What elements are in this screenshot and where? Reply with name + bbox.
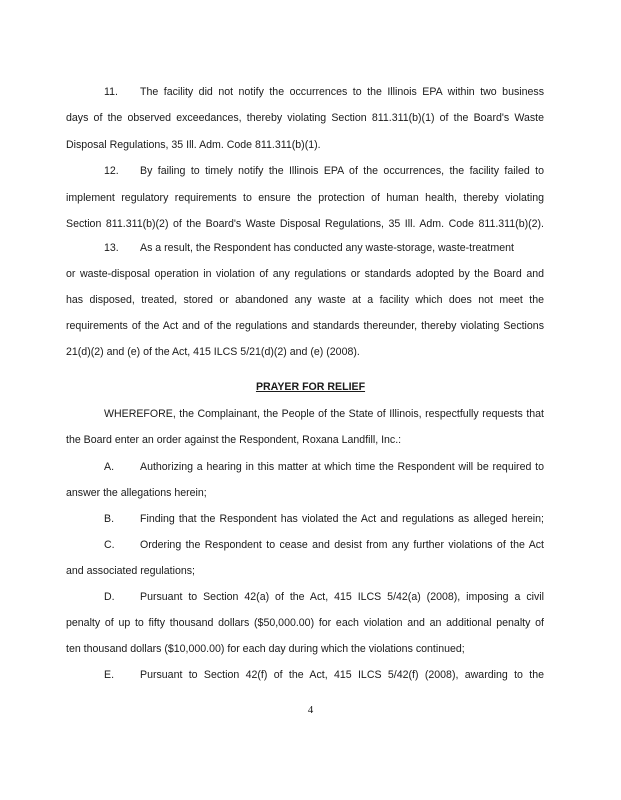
item-letter: C.	[104, 539, 115, 551]
item-line: and associated regulations;	[66, 565, 195, 577]
paragraph-line: By failing to timely notify the Illinois EPA of the occurrences, the facility failed to	[140, 165, 544, 177]
item-line: Pursuant to Section 42(a) of the Act, 415 ILCS 5/42(a) (2008), imposing a civil	[140, 591, 544, 603]
paragraph-line: Disposal Regulations, 35 Ill. Adm. Code 811.311(b)(1).	[66, 139, 321, 151]
paragraph-line: As a result, the Respondent has conducted any waste-storage, waste-treatment	[140, 242, 514, 254]
paragraph-line: days of the observed exceedances, thereby violating Section 811.311(b)(1) of the Board's Waste	[66, 112, 544, 124]
page-number: 4	[307, 704, 314, 716]
item-letter: A.	[104, 461, 115, 473]
section-heading: PRAYER FOR RELIEF	[255, 381, 366, 393]
item-letter: B.	[104, 513, 115, 525]
paragraph-line: 21(d)(2) and (e) of the Act, 415 ILCS 5/21(d)(2) and (e) (2008).	[66, 346, 360, 358]
paragraph-line: Section 811.311(b)(2) of the Board's Waste Disposal Regulations, 35 Ill. Adm. Code 811.311(b)(2).	[66, 218, 544, 230]
item-line: penalty of up to fifty thousand dollars ($50,000.00) for each violation and an additional penalty of	[66, 617, 544, 629]
item-line: answer the allegations herein;	[66, 487, 207, 499]
item-line: Pursuant to Section 42(f) of the Act, 415 ILCS 5/42(f) (2008), awarding to the	[140, 669, 544, 681]
paragraph-line: or waste-disposal operation in violation of any regulations or standards adopted by the Board and	[66, 268, 544, 280]
item-line: Finding that the Respondent has violated the Act and regulations as alleged herein;	[140, 513, 544, 525]
item-letter: E.	[104, 669, 115, 681]
paragraph-line: has disposed, treated, stored or abandoned any waste at a facility which does not meet the	[66, 294, 544, 306]
paragraph-line: WHEREFORE, the Complainant, the People of the State of Illinois, respectfully requests that	[104, 408, 544, 420]
item-line: Authorizing a hearing in this matter at which time the Respondent will be required to	[140, 461, 544, 473]
item-letter: D.	[104, 591, 115, 603]
item-line: Ordering the Respondent to cease and desist from any further violations of the Act	[140, 539, 544, 551]
item-line: ten thousand dollars ($10,000.00) for each day during which the violations continued;	[66, 643, 465, 655]
paragraph-number: 11.	[104, 86, 118, 98]
paragraph-number: 13.	[104, 242, 119, 254]
paragraph-line: requirements of the Act and of the regulations and standards thereunder, thereby violating Sections	[66, 320, 544, 332]
paragraph-line: The facility did not notify the occurrences to the Illinois EPA within two business	[140, 86, 544, 98]
paragraph-number: 12.	[104, 165, 119, 177]
paragraph-line: the Board enter an order against the Respondent, Roxana Landfill, Inc.:	[66, 434, 402, 446]
paragraph-line: implement regulatory requirements to ensure the protection of human health, thereby violating	[66, 192, 544, 204]
